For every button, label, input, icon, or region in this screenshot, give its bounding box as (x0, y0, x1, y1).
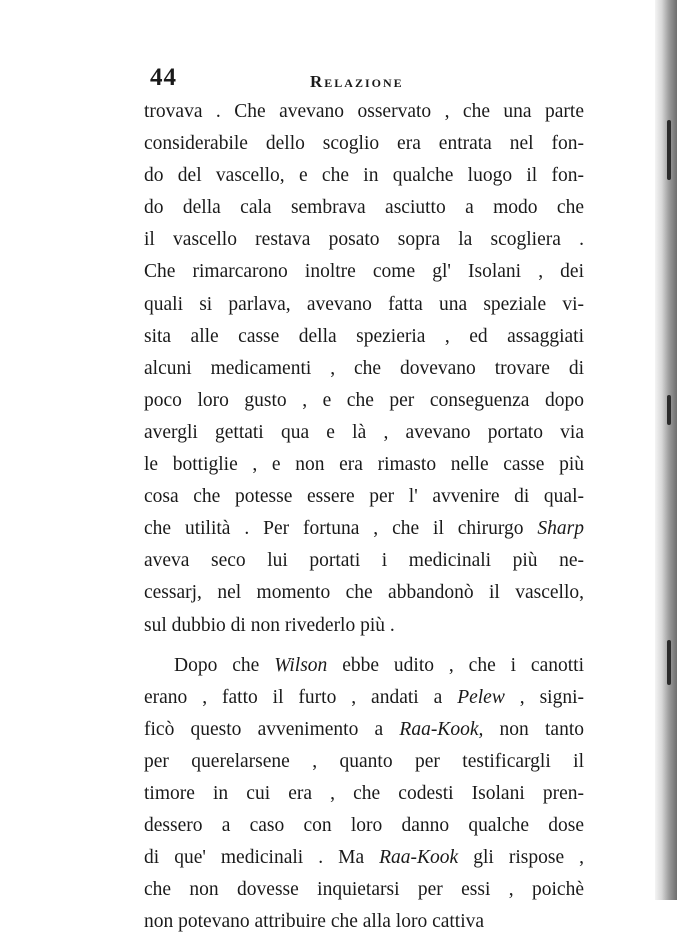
text-line (144, 906, 584, 938)
text-line (144, 746, 584, 778)
text-line (144, 128, 584, 160)
text-line (144, 610, 584, 642)
text-segment: aveva seco lui portati i medicinali più ne- (144, 550, 584, 572)
text-line (144, 417, 584, 449)
text-segment: che non dovesse inquietarsi per essi , poichè (144, 879, 584, 901)
text-segment: erano , fatto il furto , andati a (144, 686, 458, 708)
text-line (144, 192, 584, 224)
page-header (150, 64, 580, 98)
text-segment: ebbe udito , che i canotti (327, 654, 584, 676)
text-segment: sul dubbio di non rivederlo più . (144, 614, 395, 636)
page-number: 44 (150, 64, 177, 91)
text-segment: alcuni medicamenti , che dovevano trovare di (144, 357, 584, 379)
italic-name: Pelew (457, 686, 505, 708)
text-line (144, 321, 584, 353)
binding-shadow-mark (667, 120, 671, 180)
italic-name: Raa-Kook, (399, 718, 484, 740)
text-segment: dessero a caso con loro danno qualche dose (144, 815, 584, 837)
text-line (144, 224, 584, 256)
text-segment: Dopo che (174, 654, 275, 676)
text-line (144, 513, 584, 545)
text-line (144, 874, 584, 906)
text-line (144, 160, 584, 192)
binding-shadow-mark (667, 395, 671, 425)
text-segment: ficò questo avvenimento a (144, 718, 400, 740)
text-line (144, 481, 584, 513)
italic-name: Sharp (537, 518, 584, 540)
text-segment: quali si parlava, avevano fatta una speziale vi- (144, 293, 584, 315)
text-segment: il vascello restava posato sopra la scogliera . (144, 229, 584, 251)
italic-name: Wilson (274, 654, 328, 676)
text-line (144, 810, 584, 842)
text-line (144, 385, 584, 417)
italic-name: Raa-Kook (379, 847, 459, 869)
text-line (144, 545, 584, 577)
text-line (144, 449, 584, 481)
text-line (144, 682, 584, 714)
text-segment: Che rimarcarono inoltre come gl' Isolani , dei (144, 261, 584, 283)
text-segment: che utilità . Per fortuna , che il chirurgo (144, 518, 538, 540)
text-line (144, 256, 584, 288)
text-segment: di que' medicinali . Ma (144, 847, 380, 869)
text-segment: gli rispose , (458, 847, 584, 869)
text-segment: timore in cui era , che codesti Isolani pren- (144, 782, 584, 804)
text-line (144, 96, 584, 128)
text-segment: do della cala sembrava asciutto a modo che (144, 197, 584, 219)
text-segment: sita alle casse della spezieria , ed assaggiati (144, 325, 584, 347)
text-line (144, 577, 584, 609)
text-line (144, 778, 584, 810)
binding-shadow-mark (667, 640, 671, 685)
text-line (144, 289, 584, 321)
text-segment: do del vascello, e che in qualche luogo il fon- (144, 165, 584, 187)
text-segment: , signi- (504, 686, 584, 708)
running-title: Relazione (310, 72, 404, 91)
text-segment: trovava . Che avevano osservato , che una parte (144, 101, 584, 122)
text-segment: poco loro gusto , e che per conseguenza dopo (144, 389, 584, 411)
binding-gutter (655, 0, 677, 900)
text-segment: avergli gettati qua e là , avevano portato via (144, 421, 584, 443)
text-line (144, 353, 584, 385)
text-line (144, 842, 584, 874)
body-text (144, 96, 584, 938)
text-segment: cosa che potesse essere per l' avvenire di qual- (144, 486, 584, 508)
text-segment: per querelarsene , quanto per testificargli il (144, 750, 584, 772)
text-segment: non potevano attribuire che alla loro cattiva (144, 911, 485, 933)
text-segment: cessarj, nel momento che abbandonò il vascello, (144, 582, 584, 604)
paragraph-gap (144, 642, 584, 650)
text-line (144, 714, 584, 746)
text-line (144, 650, 584, 682)
text-segment: considerabile dello scoglio era entrata nel fon- (144, 133, 584, 155)
text-segment: le bottiglie , e non era rimasto nelle casse più (144, 454, 584, 476)
text-segment: non tanto (483, 718, 584, 740)
